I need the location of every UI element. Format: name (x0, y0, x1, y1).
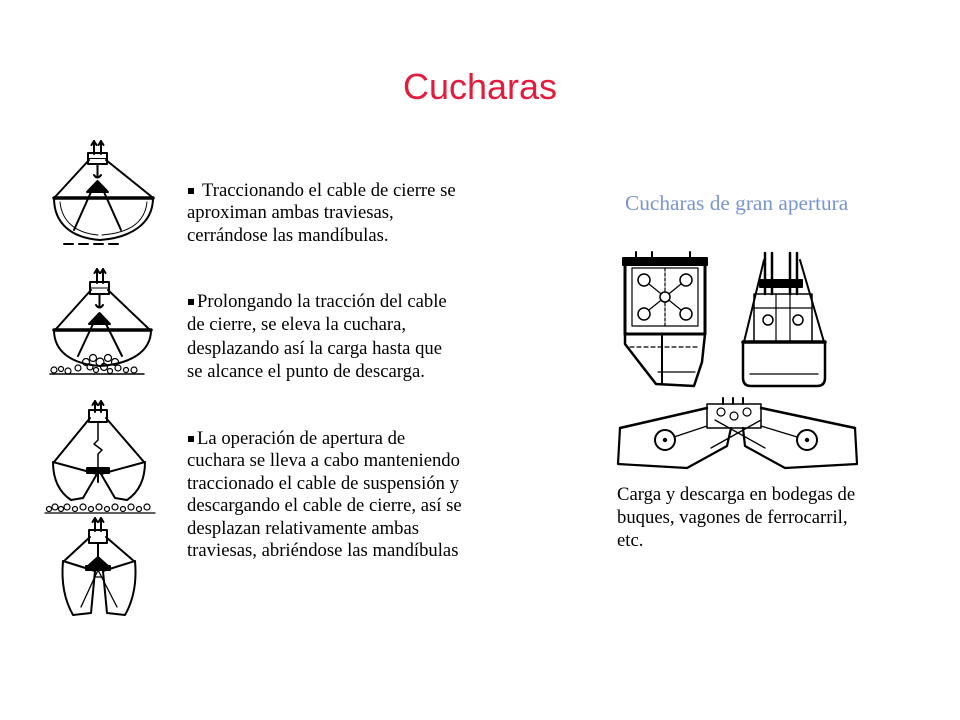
top-pegs (723, 398, 743, 404)
top-block (760, 280, 802, 287)
bullet-line: traviesas, abriéndose las mandíbulas (187, 540, 459, 561)
slide-title: Cucharas (402, 66, 558, 107)
bucket-shells (625, 334, 705, 386)
bullet-closing (187, 180, 456, 248)
bullet-line: aproximan ambas traviesas, (187, 202, 394, 223)
subtitle: Cucharas de gran apertura (625, 191, 849, 215)
caption-line: buques, vagones de ferrocarril, (617, 507, 848, 528)
caption-line: etc. (617, 530, 644, 551)
lower-crosshead (86, 557, 110, 570)
bullet-line: cuchara se lleva a cabo manteniendo (187, 450, 460, 471)
bullet-lifting (187, 290, 447, 384)
wide-grab-side-diagram (738, 250, 830, 390)
upper-crosshead (88, 153, 107, 164)
head-sheaves (717, 408, 751, 420)
bullet-line: se alcance el punto de descarga. (187, 361, 425, 382)
grab-lifting-diagram (48, 266, 160, 378)
caption-line: Carga y descarga en bodegas de (617, 484, 856, 505)
upper-crosshead (90, 282, 109, 294)
bullet-line: desplazan relativamente ambas (187, 517, 420, 539)
wide-grab-front-diagram (618, 250, 710, 390)
closing-cables (95, 269, 106, 283)
bucket-shells (743, 342, 825, 386)
lower-crosshead (89, 313, 110, 324)
bullet-line: traccionado el cable de suspensión y (187, 472, 459, 494)
upper-crosshead (89, 410, 107, 422)
bullet-marker (188, 436, 194, 442)
lower-crosshead (87, 468, 109, 482)
bullet-line: descargando el cable de cierre, así se (187, 495, 462, 516)
bullet-opening (187, 428, 462, 563)
sheaves (655, 430, 817, 450)
bucket-shells (618, 428, 857, 468)
closing-cable-slack (94, 422, 102, 470)
grab-closing-diagram (50, 138, 162, 250)
upper-crosshead (89, 530, 107, 543)
sheave-hubs (663, 438, 809, 442)
bullet-line: cerrándose las mandíbulas. (187, 224, 389, 246)
load-pile (51, 355, 137, 375)
closing-chain (94, 164, 101, 178)
lower-crosshead (87, 181, 108, 192)
suspension-links (54, 418, 144, 462)
sheaves (763, 315, 803, 325)
bullet-line (187, 428, 462, 451)
grab-opening-diagram (45, 398, 160, 516)
bullet-text: La operación de apertura de (197, 427, 406, 449)
bucket-shells (54, 198, 153, 240)
wide-grab-open-diagram (615, 398, 860, 474)
jaw-arms (81, 570, 117, 607)
bullet-text: Traccionando el cable de cierre se (202, 179, 456, 201)
top-bar (623, 258, 707, 265)
closing-chain (96, 294, 103, 308)
bullet-line (187, 180, 456, 203)
bullet-line (187, 290, 447, 314)
bullet-line: desplazando así la carga hasta que (187, 337, 443, 359)
caption (617, 483, 855, 552)
rods (665, 420, 807, 448)
grab-open-diagram (55, 515, 155, 620)
bullet-line: de cierre, se eleva la cuchara, (187, 314, 407, 335)
bullet-marker (188, 188, 194, 194)
bullet-text: Prolongando la tracción del cable (197, 290, 447, 312)
bullet-marker (188, 299, 194, 305)
bucket-shells (54, 330, 151, 366)
load-pile (47, 504, 151, 512)
